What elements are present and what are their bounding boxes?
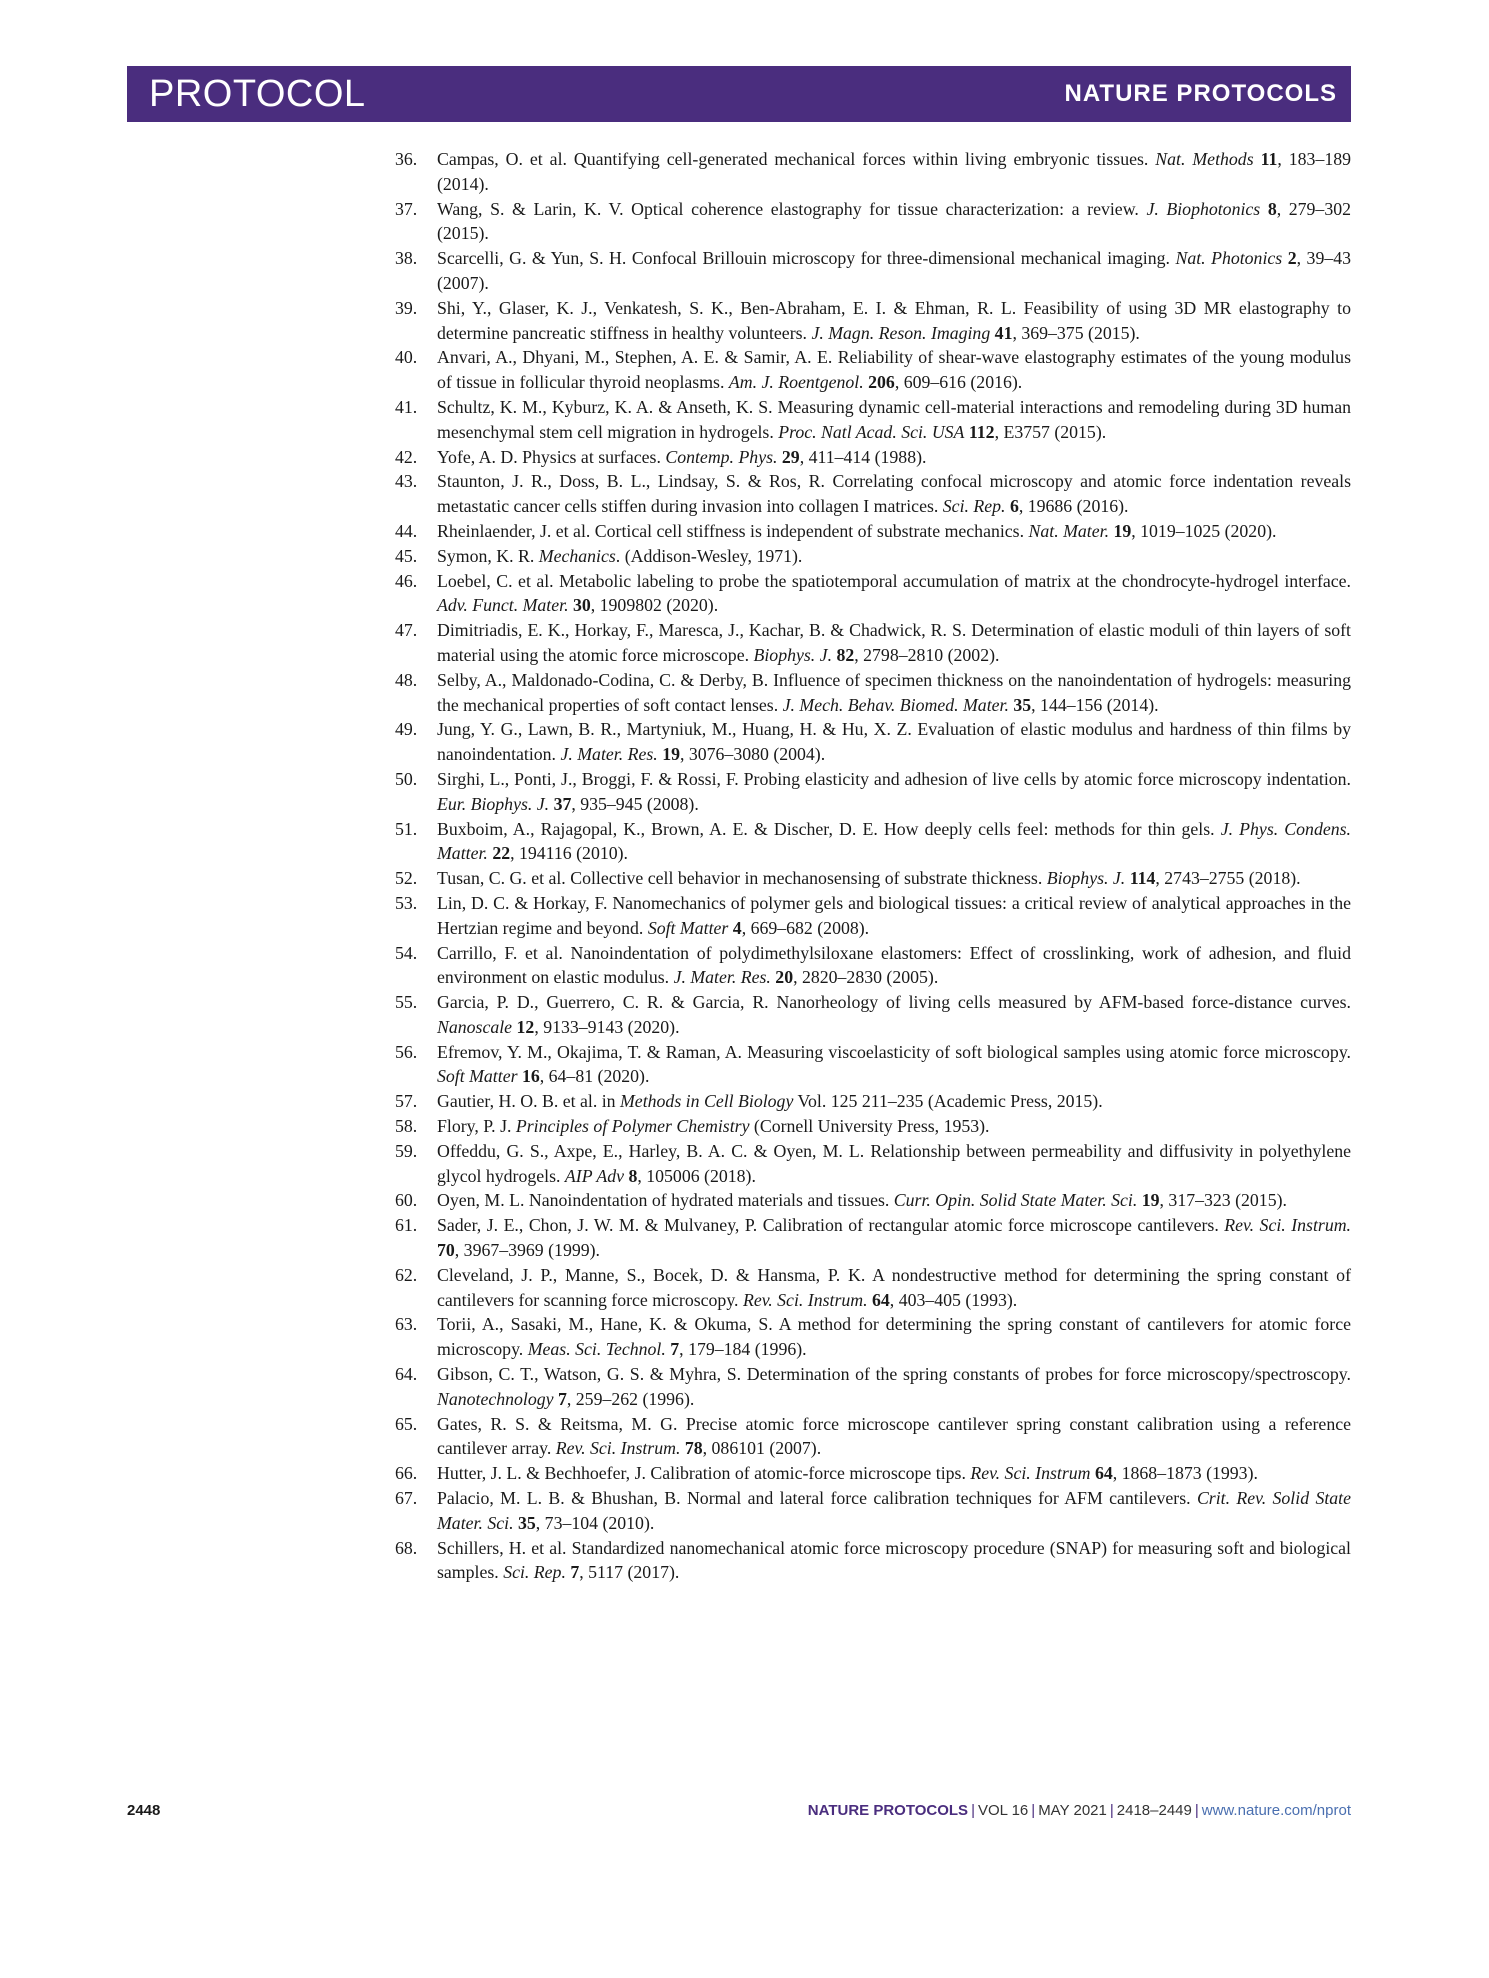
reference-item xyxy=(395,345,1351,395)
reference-item xyxy=(395,1263,1351,1313)
reference-text: Schillers, H. et al. Standardized nanomechanical atomic force microscopy procedure (SNAP) for measuring soft and biological samples. Sci. Rep. 7, 5117 (2017). xyxy=(437,1537,1351,1583)
reference-item xyxy=(395,941,1351,991)
reference-text: Staunton, J. R., Doss, B. L., Lindsay, S. & Ros, R. Correlating confocal microscopy and atomic force indentation reveals metastatic cancer cells stiffen during invasion into collagen I matrices. Sci. Rep. 6, 19686 (2016). xyxy=(437,471,1351,517)
reference-item xyxy=(395,197,1351,247)
reference-text: Shi, Y., Glaser, K. J., Venkatesh, S. K., Ben-Abraham, E. I. & Ehman, R. L. Feasibility of using 3D MR elastography to determine pancreatic stiffness in healthy volunteers. J. Magn. Reson. Imaging 41, 369–375 (2015). xyxy=(437,297,1351,343)
reference-item xyxy=(395,469,1351,519)
reference-text: Gautier, H. O. B. et al. in Methods in Cell Biology Vol. 125 211–235 (Academic Press, 2015). xyxy=(437,1091,1103,1112)
reference-number: 65. xyxy=(395,1413,418,1434)
reference-item xyxy=(395,767,1351,817)
footer-journal: NATURE PROTOCOLS xyxy=(807,1802,969,1819)
reference-item xyxy=(395,147,1351,197)
footer-separator: | xyxy=(1031,1802,1036,1819)
reference-text: Jung, Y. G., Lawn, B. R., Martyniuk, M., Huang, H. & Hu, X. Z. Evaluation of elastic modulus and hardness of thin films by nanoindentation. J. Mater. Res. 19, 3076–3080 (2004). xyxy=(437,719,1351,765)
reference-text: Tusan, C. G. et al. Collective cell behavior in mechanosensing of substrate thickness. Biophys. J. 114, 2743–2755 (2018). xyxy=(437,868,1301,889)
reference-number: 67. xyxy=(395,1488,418,1509)
reference-text: Gates, R. S. & Reitsma, M. G. Precise atomic force microscope cantilever spring constant calibration using a reference cantilever array. Rev. Sci. Instrum. 78, 086101 (2007). xyxy=(437,1413,1351,1459)
reference-number: 43. xyxy=(395,471,418,492)
reference-item xyxy=(395,519,1351,544)
reference-text: Torii, A., Sasaki, M., Hane, K. & Okuma, S. A method for determining the spring constant of cantilevers for atomic force microscopy. Meas. Sci. Technol. 7, 179–184 (1996). xyxy=(437,1314,1351,1360)
reference-text: Flory, P. J. Principles of Polymer Chemistry (Cornell University Press, 1953). xyxy=(437,1116,990,1137)
reference-text: Sirghi, L., Ponti, J., Broggi, F. & Rossi, F. Probing elasticity and adhesion of live cells by atomic force microscopy indentation. Eur. Biophys. J. 37, 935–945 (2008). xyxy=(437,768,1351,814)
reference-item xyxy=(395,1536,1351,1586)
reference-text: Selby, A., Maldonado-Codina, C. & Derby, B. Influence of specimen thickness on the nanoindentation of hydrogels: measuring the mechanical properties of soft contact lenses. J. Mech. Behav. Biomed. Mater. 35, 144–156 (2014). xyxy=(437,669,1351,715)
reference-number: 52. xyxy=(395,868,418,889)
reference-text: Anvari, A., Dhyani, M., Stephen, A. E. & Samir, A. E. Reliability of shear-wave elastography estimates of the young modulus of tissue in follicular thyroid neoplasms. Am. J. Roentgenol. 206, 609–616 (2016). xyxy=(437,347,1351,393)
reference-text: Oyen, M. L. Nanoindentation of hydrated materials and tissues. Curr. Opin. Solid State Mater. Sci. 19, 317–323 (2015). xyxy=(437,1190,1287,1211)
reference-number: 40. xyxy=(395,347,418,368)
reference-item xyxy=(395,1486,1351,1536)
reference-number: 68. xyxy=(395,1537,418,1558)
reference-text: Dimitriadis, E. K., Horkay, F., Maresca, J., Kachar, B. & Chadwick, R. S. Determination of elastic moduli of thin layers of soft material using the atomic force microscope. Biophys. J. 82, 2798–2810 (2002). xyxy=(437,620,1351,665)
reference-text: Schultz, K. M., Kyburz, K. A. & Anseth, K. S. Measuring dynamic cell-material interactions and remodeling during 3D human mesenchymal stem cell migration in hydrogels. Proc. Natl Acad. Sci. USA 112, E3757 (2015). xyxy=(437,396,1351,442)
reference-number: 66. xyxy=(395,1463,418,1484)
reference-text: Yofe, A. D. Physics at surfaces. Contemp. Phys. 29, 411–414 (1988). xyxy=(437,446,927,467)
reference-number: 62. xyxy=(395,1264,418,1285)
reference-number: 38. xyxy=(395,248,418,269)
reference-text: Rheinlaender, J. et al. Cortical cell stiffness is independent of substrate mechanics. Nat. Mater. 19, 1019–1025 (2020). xyxy=(437,520,1277,541)
footer-separator: | xyxy=(971,1802,975,1819)
reference-number: 42. xyxy=(395,446,418,467)
page-number: 2448 xyxy=(127,1802,161,1819)
reference-item xyxy=(395,569,1351,619)
footer-separator: | xyxy=(1194,1802,1199,1819)
reference-text: Hutter, J. L. & Bechhoefer, J. Calibration of atomic-force microscope tips. Rev. Sci. Instrum 64, 1868–1873 (1993). xyxy=(437,1463,1258,1484)
reference-text: Cleveland, J. P., Manne, S., Bocek, D. & Hansma, P. K. A nondestructive method for determining the spring constant of cantilevers for scanning force microscopy. Rev. Sci. Instrum. 64, 403–405 (1993). xyxy=(437,1264,1351,1310)
reference-text: Garcia, P. D., Guerrero, C. R. & Garcia, R. Nanorheology of living cells measured by AFM-based force-distance curves. Nanoscale 12, 9133–9143 (2020). xyxy=(437,992,1351,1037)
reference-text: Lin, D. C. & Horkay, F. Nanomechanics of polymer gels and biological tissues: a critical review of analytical approaches in the Hertzian regime and beyond. Soft Matter 4, 669–682 (2008). xyxy=(437,892,1351,938)
reference-item xyxy=(395,1188,1351,1213)
reference-item xyxy=(395,1362,1351,1412)
reference-number: 57. xyxy=(395,1091,418,1112)
footer-separator: | xyxy=(1109,1802,1114,1819)
header-bar xyxy=(127,66,1351,122)
reference-number: 49. xyxy=(395,719,418,740)
reference-item xyxy=(395,246,1351,296)
reference-text: Gibson, C. T., Watson, G. S. & Myhra, S. Determination of the spring constants of probes for force microscopy/spectroscopy. Nanotechnology 7, 259–262 (1996). xyxy=(437,1364,1351,1409)
reference-text: Loebel, C. et al. Metabolic labeling to probe the spatiotemporal accumulation of matrix at the chondrocyte-hydrogel interface. Adv. Funct. Mater. 30, 1909802 (2020). xyxy=(437,570,1351,616)
reference-number: 39. xyxy=(395,297,418,318)
reference-item xyxy=(395,1312,1351,1362)
reference-number: 53. xyxy=(395,892,418,913)
reference-item xyxy=(395,296,1351,346)
footer-url-link[interactable]: www.nature.com/nprot xyxy=(1201,1802,1351,1819)
reference-item xyxy=(395,445,1351,470)
reference-number: 45. xyxy=(395,545,418,566)
reference-text: Carrillo, F. et al. Nanoindentation of polydimethylsiloxane elastomers: Effect of crosslinking, work of adhesion, and fluid environment on elastic modulus. J. Mater. Res. 20, 2820–2830 (2005). xyxy=(437,942,1351,988)
reference-item xyxy=(395,1089,1351,1114)
reference-number: 44. xyxy=(395,520,418,541)
journal-title: NATURE PROTOCOLS xyxy=(1064,80,1337,107)
reference-item xyxy=(395,1114,1351,1139)
reference-item xyxy=(395,395,1351,445)
reference-item xyxy=(395,618,1351,668)
reference-number: 60. xyxy=(395,1190,418,1211)
reference-number: 48. xyxy=(395,669,418,690)
reference-text: Sader, J. E., Chon, J. W. M. & Mulvaney, P. Calibration of rectangular atomic force microscope cantilevers. Rev. Sci. Instrum. 70, 3967–3969 (1999). xyxy=(437,1215,1351,1261)
reference-item xyxy=(395,866,1351,891)
footer-pages: 2418–2449 xyxy=(1116,1802,1192,1819)
reference-text: Campas, O. et al. Quantifying cell-generated mechanical forces within living embryonic tissues. Nat. Methods 11, 183–189 (2014). xyxy=(437,149,1352,194)
reference-item xyxy=(395,1461,1351,1486)
reference-number: 55. xyxy=(395,992,418,1013)
reference-number: 46. xyxy=(395,570,418,591)
reference-item xyxy=(395,1040,1351,1090)
reference-number: 54. xyxy=(395,942,418,963)
reference-text: Efremov, Y. M., Okajima, T. & Raman, A. Measuring viscoelasticity of soft biological samples using atomic force microscopy. Soft Matter 16, 64–81 (2020). xyxy=(437,1041,1351,1087)
reference-number: 58. xyxy=(395,1116,418,1137)
reference-number: 36. xyxy=(395,149,418,169)
reference-number: 64. xyxy=(395,1364,418,1385)
reference-text: Scarcelli, G. & Yun, S. H. Confocal Brillouin microscopy for three-dimensional mechanical imaging. Nat. Photonics 2, 39–43 (2007). xyxy=(437,248,1352,293)
reference-text: Buxboim, A., Rajagopal, K., Brown, A. E. & Discher, D. E. How deeply cells feel: methods for thin gels. J. Phys. Condens. Matter. 22, 194116 (2010). xyxy=(437,818,1351,864)
reference-number: 47. xyxy=(395,620,418,641)
reference-item xyxy=(395,668,1351,718)
reference-item xyxy=(395,544,1351,569)
footer-date: MAY 2021 xyxy=(1038,1802,1107,1819)
reference-item xyxy=(395,1412,1351,1462)
footer-citation xyxy=(808,1802,1351,1819)
reference-number: 56. xyxy=(395,1041,418,1062)
reference-text: Offeddu, G. S., Axpe, E., Harley, B. A. C. & Oyen, M. L. Relationship between permeability and diffusivity in polyethylene glycol hydrogels. AIP Adv 8, 105006 (2018). xyxy=(437,1140,1351,1186)
reference-item xyxy=(395,817,1351,867)
reference-number: 51. xyxy=(395,818,418,839)
reference-item xyxy=(395,1139,1351,1189)
reference-number: 50. xyxy=(395,768,418,789)
reference-item xyxy=(395,990,1351,1040)
reference-number: 63. xyxy=(395,1314,418,1335)
reference-item xyxy=(395,891,1351,941)
reference-number: 61. xyxy=(395,1215,418,1236)
reference-text: Palacio, M. L. B. & Bhushan, B. Normal and lateral force calibration techniques for AFM cantilevers. Crit. Rev. Solid State Mater. Sci. 35, 73–104 (2010). xyxy=(437,1488,1351,1533)
reference-item xyxy=(395,717,1351,767)
reference-text: Wang, S. & Larin, K. V. Optical coherence elastography for tissue characterization: a review. J. Biophotonics 8, 279–302 (2015). xyxy=(437,198,1351,244)
section-title: PROTOCOL xyxy=(149,73,366,115)
reference-number: 37. xyxy=(395,198,418,219)
reference-text: Symon, K. R. Mechanics. (Addison-Wesley, 1971). xyxy=(437,545,803,566)
reference-list xyxy=(395,147,1351,1585)
footer-volume: VOL 16 xyxy=(977,1802,1029,1819)
reference-number: 59. xyxy=(395,1140,418,1161)
reference-item xyxy=(395,1213,1351,1263)
reference-number: 41. xyxy=(395,396,418,417)
